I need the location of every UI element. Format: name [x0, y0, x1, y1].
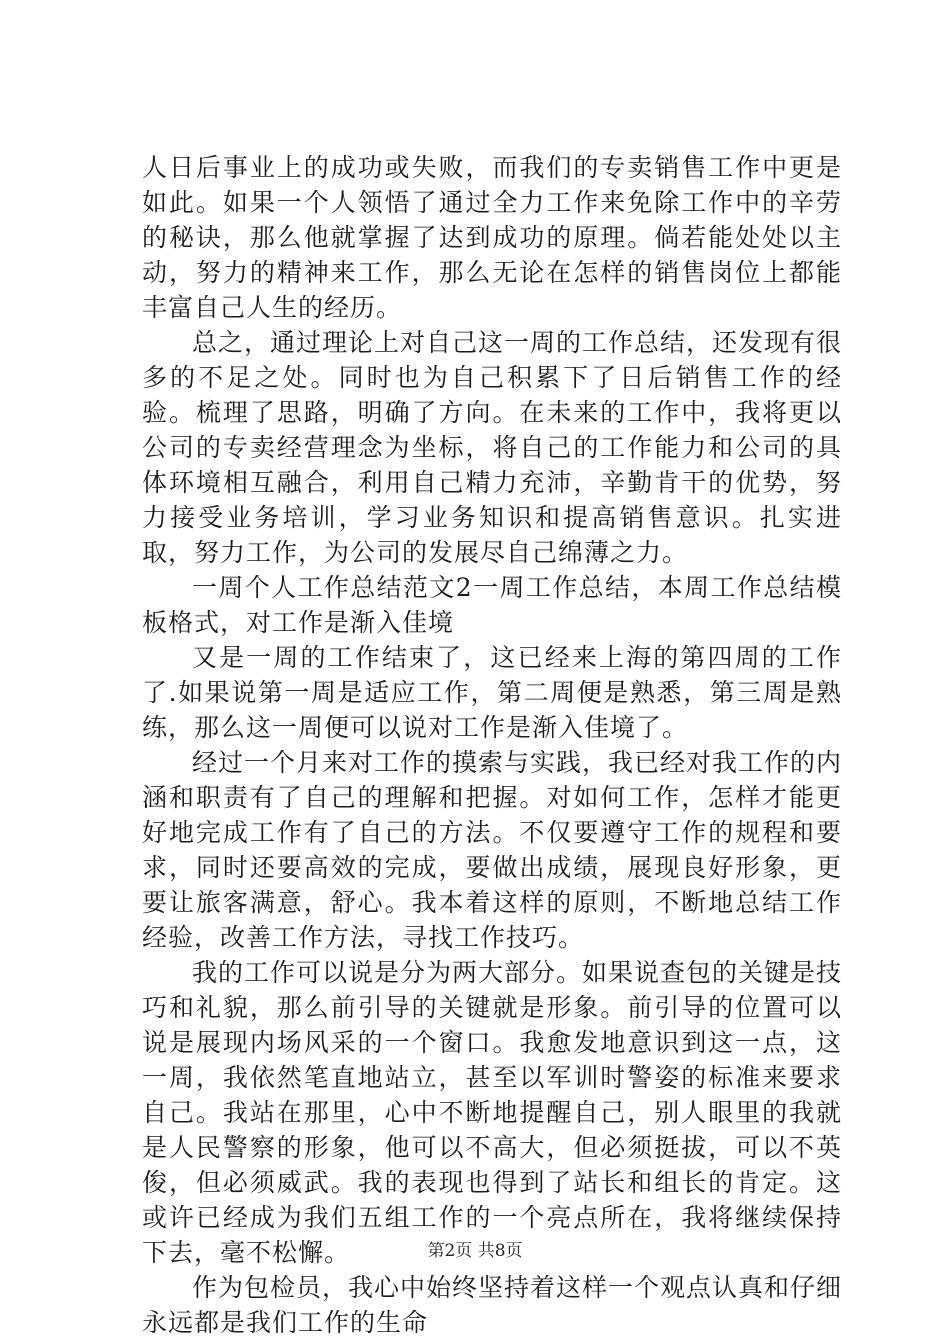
paragraph-2: 总之，通过理论上对自己这一周的工作总结，还发现有很多的不足之处。同时也为自己积累下了日后销售工作的经验。梳理了思路，明确了方向。在未来的工作中，我将更以公司的专卖经营理念为坐标，将自己的工作能力和公司的具体环境相互融合，利用自己精力充沛，辛勤肯干的优势，努力接受业务培训，学习业务知识和提高销售意识。扎实进取，努力工作，为公司的发展尽自己绵薄之力。 — [142, 328, 843, 567]
document-body — [142, 150, 842, 1340]
paragraph-7: 作为包检员，我心中始终坚持着这样一个观点认真和仔细永远都是我们工作的生命 — [142, 1273, 843, 1337]
paragraph-5: 经过一个月来对工作的摸索与实践，我已经对我工作的内涵和职责有了自己的理解和把握。对如何工作，怎样才能更好地完成工作有了自己的方法。不仅要遵守工作的规程和要求，同时还要高效的完成，要做出成绩，展现良好形象，更要让旅客满意，舒心。我本着这样的原则，不断地总结工作经验，改善工作方法，寻找工作技巧。 — [142, 748, 843, 952]
paragraph-4: 又是一周的工作结束了，这已经来上海的第四周的工作了.如果说第一周是适应工作，第二周便是熟悉，第三周是熟练，那么这一周便可以说对工作是渐入佳境了。 — [142, 643, 842, 742]
page-footer: 第2页 共8页 — [427, 1241, 523, 1261]
paragraph-6: 我的工作可以说是分为两大部分。如果说查包的关键是技巧和礼貌，那么前引导的关键就是形象。前引导的位置可以说是展现内场风采的一个窗口。我愈发地意识到这一点，这一周，我依然笔直地站立，甚至以军训时警姿的标准来要求自己。我站在那里，心中不断地提醒自己，别人眼里的我就是人民警察的形象，他可以不高大，但必须挺拔，可以不英俊，但必须威武。我的表现也得到了站长和组长的肯定。这或许已经成为我们五组工作的一个亮点所在，我将继续保持下去，毫不松懈。 — [142, 958, 843, 1267]
paragraph-3: 一周个人工作总结范文2一周工作总结，本周工作总结模板格式，对工作是渐入佳境 — [142, 573, 842, 637]
paragraph-1: 人日后事业上的成功或失败，而我们的专卖销售工作中更是如此。如果一个人领悟了通过全力工作来免除工作中的辛劳的秘诀，那么他就掌握了达到成功的原理。倘若能处处以主动，努力的精神来工作，那么无论在怎样的销售岗位上都能丰富自己人生的经历。 — [142, 153, 842, 322]
